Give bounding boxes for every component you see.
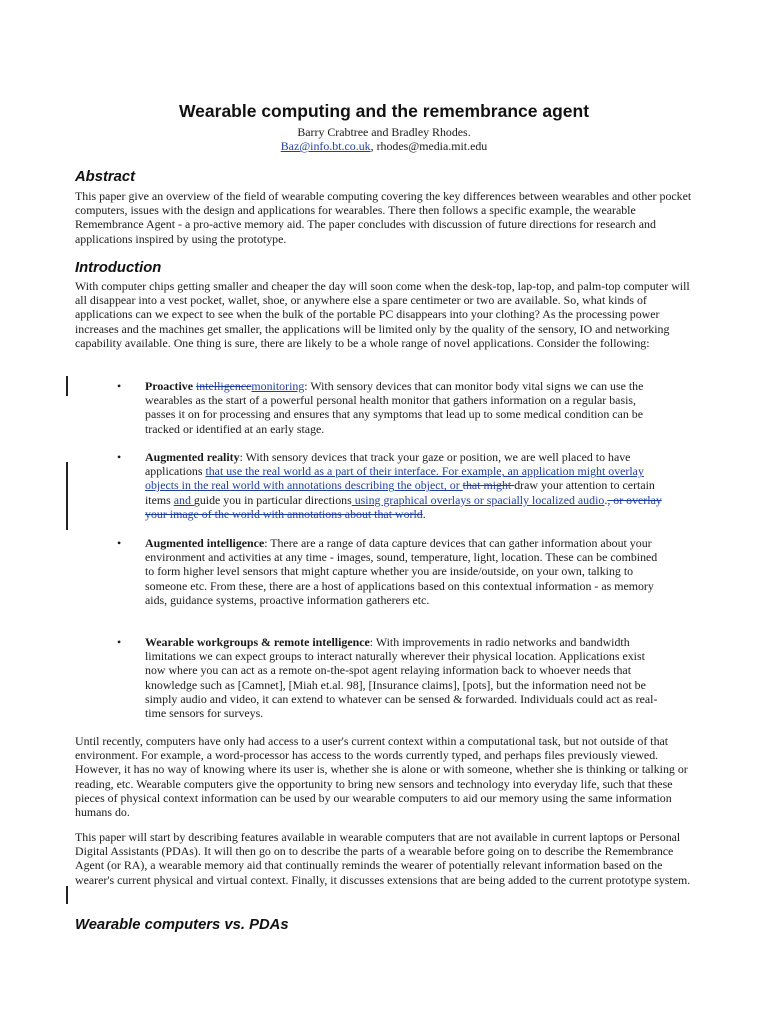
bullet-icon: • <box>117 635 122 649</box>
intro-paragraph-1: With computer chips getting smaller and cheaper the day will soon come when the desk-top, lap-top, and palm-top computer will all disappear into a vest pocket, wallet, shoe, or anywhere else a spare centimeter or two are available. So, what kinds of applications can we expect to see when the bulk of the portable PC disappears into your clothing? As the processing power increases and the machines get smaller, the applications will be limited only by the quality of the sensory, IO and networking capability available. One thing is sure, there are likely to be a whole range of novel applications. Consider the following: <box>75 279 690 350</box>
list-item-proactive <box>145 379 665 436</box>
item-body: guide you in particular directions <box>193 492 352 507</box>
item-body: . <box>604 492 608 507</box>
abstract-text: This paper give an overview of the field of wearable computing covering the key differences between wearables and other pocket computers, issues with the design and applications for wearables. There then follows a specific example, the wearable Remembrance Agent - a pro-active memory aid. The paper concludes with discussion of future directions for research and applications inspired by using the prototype. <box>75 189 692 246</box>
deleted-text: , or overlay your image of the world with annotations about that world <box>145 492 662 521</box>
item-body: : With sensory devices that can monitor body vital signs we can use the wearables as the start of a powerful personal health monitor that gathers information on a regular basis, passes it on for processing and ensures that any symptoms that lead up to some medical condition can be tracked or identified at an early stage. <box>145 379 644 436</box>
email-link-crabtree[interactable]: Baz@info.bt.co.uk <box>280 139 371 153</box>
paragraph-body: This paper will start by describing features available in wearable computers that are not available in current laptops or Personal Digital Assistants (PDAs). It will then go on to describe the parts of a wearable before going on to describe the Remembrance Agent (or RA), a wearable memory aid that continually reminds the wearer of potentially relevant information based on the wearer's current physical and virtual context. Finally, it discusses extensions that are being added to the current prototype system. <box>75 830 691 887</box>
item-term: Augmented intelligence <box>145 536 265 550</box>
paper-title: Wearable computing and the remembrance agent <box>178 101 590 121</box>
intro-paragraph-3 <box>75 830 695 887</box>
intro-paragraph-2: Until recently, computers have only had access to a user's current context within a computational task, but not outside of that environment. For example, a word-processor has access to the words currently typed, and perhaps files previously viewed. However, it has no way of knowing where its user is, whether she is alone or with someone, whether she is thinking or talking or reading, etc. Wearable computers give the opportunity to bring new sensors and technology into everyday life, such that these pieces of physical context information can be used by our wearable computers to aid our memory using the same information humans do. <box>75 734 688 820</box>
revision-change-bar <box>66 376 68 396</box>
inserted-text: and <box>173 492 194 507</box>
revision-change-bar <box>66 886 68 904</box>
paper-authors: Barry Crabtree and Bradley Rhodes. <box>297 125 471 139</box>
item-body: draw your attention to certain items <box>145 478 655 507</box>
inserted-text: that use the real world as a part of their interface. For example, an application might overlay objects in the real world with annotations describing the object, or <box>145 464 644 493</box>
item-body: : With sensory devices that track your gaze or position, we are well placed to have applications <box>145 450 631 479</box>
list-item-wearable-workgroups <box>145 635 665 720</box>
revision-change-bar <box>66 462 68 530</box>
author-emails <box>0 139 768 153</box>
item-body: . <box>422 506 426 521</box>
bullet-icon: • <box>117 379 122 393</box>
deleted-text: that might <box>462 478 515 493</box>
email-separator: , <box>370 139 377 153</box>
item-term: Wearable workgroups & remote intelligence <box>145 635 370 649</box>
abstract-heading: Abstract <box>75 169 136 185</box>
item-term: Proactive <box>145 379 196 393</box>
list-item-augmented-reality <box>145 450 665 521</box>
list-item-augmented-intelligence <box>145 536 665 607</box>
email-rhodes: rhodes@media.mit.edu <box>376 139 488 153</box>
item-body: : With improvements in radio networks and bandwidth limitations we can expect groups to interact naturally wherever their physical location. Applications exist now where you can act as a remote on-the-spot agent relaying information back to whoever needs that knowledge such as [Camnet], [Miah et.al. 98], [Insurance claims], [pots], but the information need not be simply audio and video, it can extend to whatever can be sensed & forwarded. Individuals could act as real-time sensors for surveys. <box>145 635 658 721</box>
inserted-text: using graphical overlays or spacially localized audio <box>351 492 605 507</box>
bullet-icon: • <box>117 536 122 550</box>
bullet-icon: • <box>117 450 122 464</box>
item-body: : There are a range of data capture devices that can gather information about your environment and activities at any time - images, sound, temperature, light, location. These can be combined to form higher level sensors that might capture whether you are inside/outside, on your own, talking to someone etc. From these, there are a host of applications based on this contextual information - as memory aids, guidance systems, proactive information gatherers etc. <box>145 536 658 607</box>
inserted-text: monitoring <box>251 379 305 393</box>
item-term: Augmented reality <box>145 450 240 464</box>
section-heading-wearables-vs-pdas: Wearable computers vs. PDAs <box>75 917 289 933</box>
introduction-heading: Introduction <box>75 260 162 276</box>
deleted-text: intelligence <box>195 379 252 393</box>
